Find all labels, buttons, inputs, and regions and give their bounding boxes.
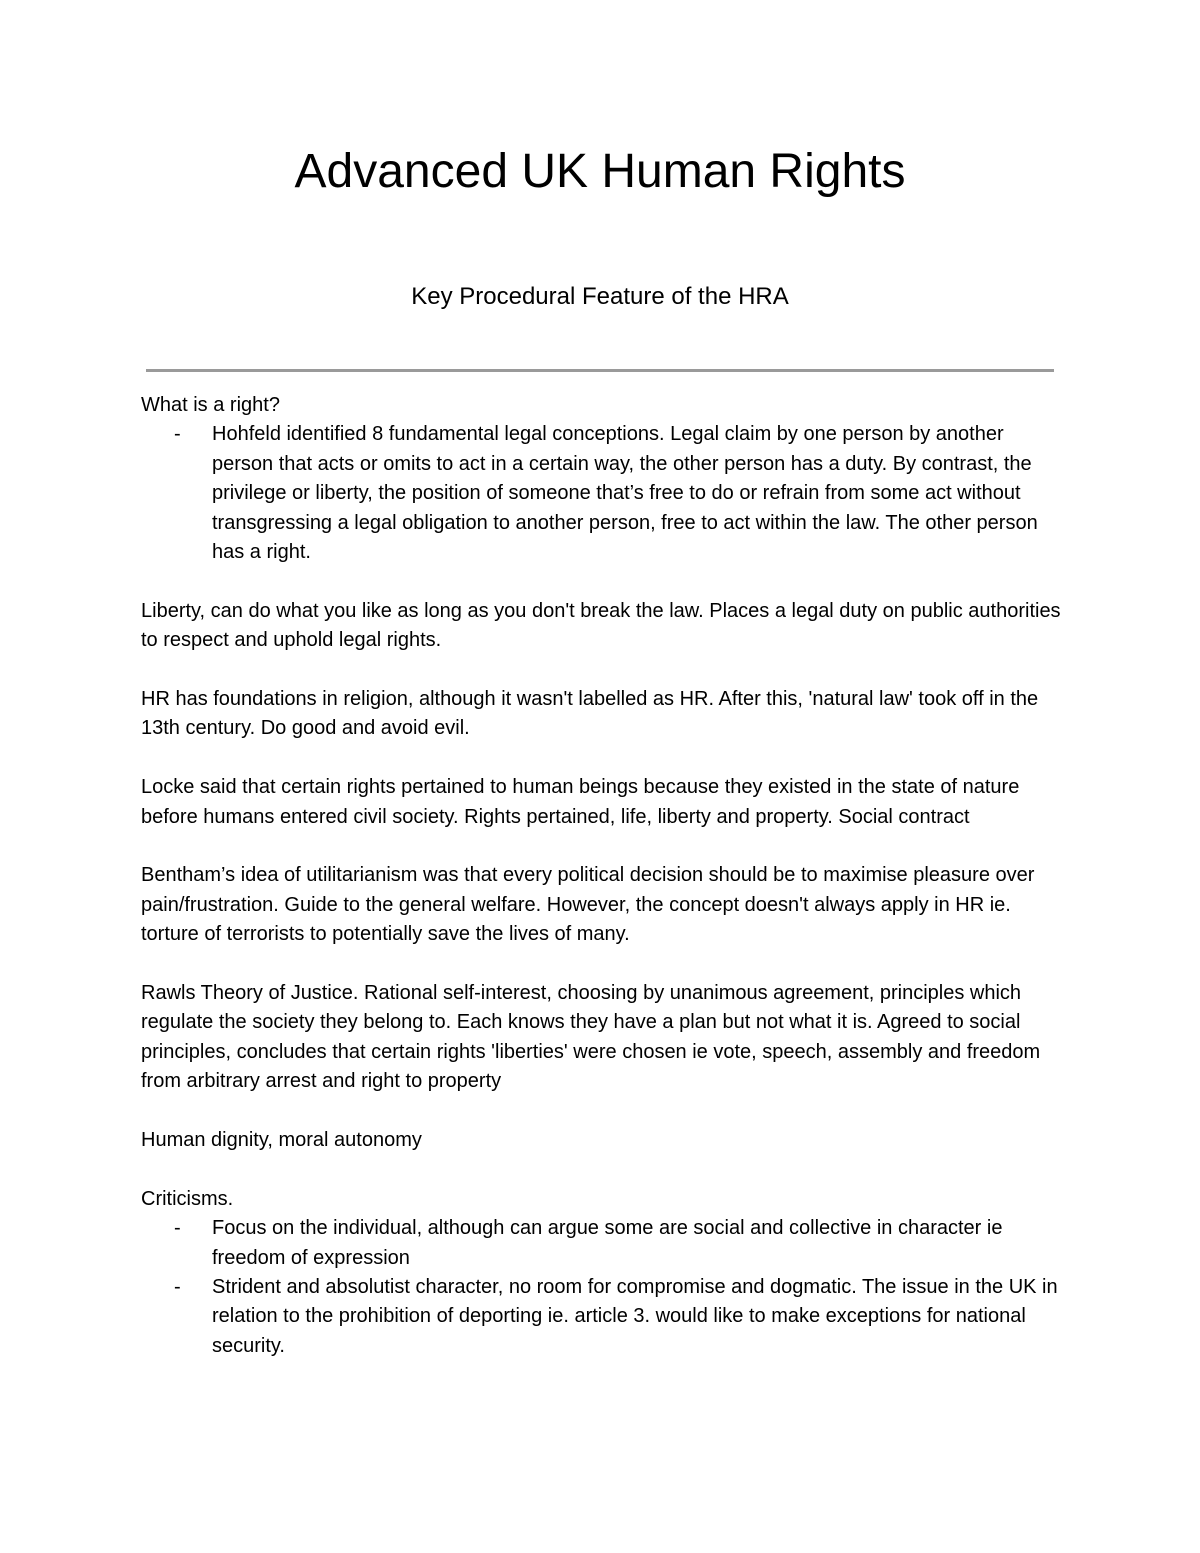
list-item-text: Focus on the individual, although can argue some are social and collective in character ie freedom of expression — [212, 1217, 1003, 1269]
paragraph-dignity: Human dignity, moral autonomy — [141, 1129, 422, 1152]
paragraph-foundations: HR has foundations in religion, although it wasn't labelled as HR. After this, 'natural law' took off in the 13th century. Do good and avoid evil. — [141, 688, 1039, 740]
horizontal-rule — [146, 369, 1054, 372]
dash-bullet: - — [174, 1217, 181, 1240]
document-body — [141, 391, 1061, 1391]
list-item — [141, 1273, 1061, 1361]
criticisms-list — [141, 1214, 1061, 1361]
question-what-is-a-right: What is a right? — [141, 394, 280, 416]
list-item — [141, 1214, 1061, 1273]
dash-bullet: - — [174, 423, 181, 446]
list-item — [141, 420, 1061, 567]
list-item-text: Hohfeld identified 8 fundamental legal conceptions. Legal claim by one person by another person that acts or omits to act in a certain way, the other person has a duty. By contrast, the privilege or liberty, the position of someone that’s free to do or refrain from some act without transgressing a legal obligation to another person, free to act within the law. The other person has a right. — [212, 423, 1038, 564]
document-subtitle: Key Procedural Feature of the HRA — [411, 283, 789, 310]
paragraph-liberty: Liberty, can do what you like as long as you don't break the law. Places a legal duty on public authorities to respect and uphold legal rights. — [141, 599, 1061, 652]
dash-bullet: - — [174, 1276, 181, 1299]
document-title: Advanced UK Human Rights — [294, 145, 906, 198]
paragraph-locke: Locke said that certain rights pertained to human beings because they existed in the state of nature before humans entered civil society. Rights pertained, life, liberty and property. Social contract — [141, 776, 1020, 828]
right-definition-list — [141, 420, 1061, 567]
heading-criticisms: Criticisms. — [141, 1187, 234, 1210]
paragraph-bentham: Bentham’s idea of utilitarianism was that every political decision should be to maximise pleasure over pain/frustration. Guide to the general welfare. However, the concept doesn't always apply in HR ie. torture of terrorists to potentially save the lives of many. — [141, 864, 1035, 946]
paragraph-rawls: Rawls Theory of Justice. Rational self-interest, choosing by unanimous agreement, principles which regulate the society they belong to. Each knows they have a plan but not what it is. Agreed to social principles, concludes that certain rights 'liberties' were chosen ie vote, speech, assembly and freedom from arbitrary arrest and right to property — [141, 982, 1041, 1093]
list-item-text: Strident and absolutist character, no room for compromise and dogmatic. The issue in the UK in relation to the prohibition of deporting ie. article 3. would like to make exceptions for national security. — [212, 1276, 1058, 1357]
